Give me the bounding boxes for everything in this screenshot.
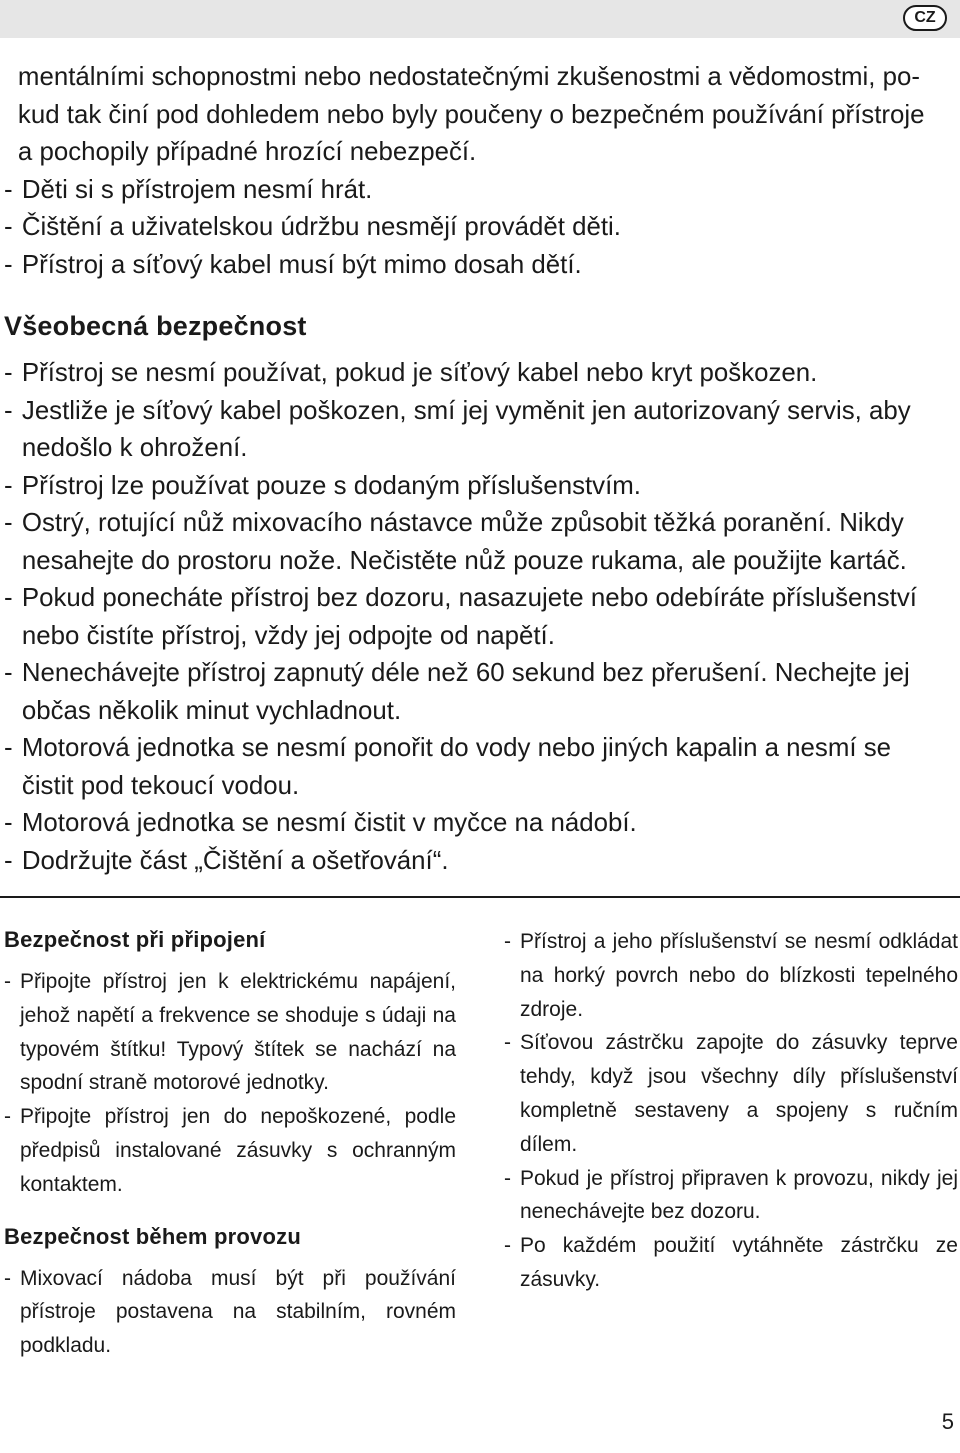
list-item: - Připojte přístroj jen do nepoškozené, podle předpisů instalované zásuvky s ochranným kontaktem. (4, 1105, 456, 1196)
intro-line: kud tak činí pod dohledem nebo byly poučeny o bezpečném používání přístroje (17, 98, 925, 129)
intro-paragraph (4, 58, 960, 171)
list-item: - Motorová jednotka se nesmí čistit v myčce na nádobí. (4, 807, 637, 837)
page-number: 5 (941, 1409, 954, 1434)
list-item: čistit pod tekoucí vodou. (21, 769, 300, 800)
list-item: - Mixovací nádoba musí být při používání přístroje postavena na stabilním, rovném podkladu. (4, 1266, 456, 1358)
general-safety-heading: Všeobecná bezpečnost (4, 311, 307, 341)
left-column (4, 925, 456, 1363)
list-item: - Pokud ponecháte přístroj bez dozoru, nasazujete nebo odebíráte příslušenství (4, 582, 917, 612)
section-divider (0, 896, 960, 898)
list-item: - Po každém použití vytáhněte zástrčku ze zásuvky. (504, 1234, 958, 1291)
list-item: nedošlo k ohrožení. (21, 432, 248, 462)
list-item: - Přístroj a síťový kabel musí být mimo dosah dětí. (4, 248, 582, 279)
list-item: - Čištění a uživatelskou údržbu nesmějí provádět děti. (4, 211, 621, 241)
header-bar (0, 0, 960, 38)
list-item: - Přístroj lze používat pouze s dodaným příslušenstvím. (4, 469, 641, 500)
list-item: - Pokud je přístroj připraven k provozu, nikdy jej nenechávejte bez dozoru. (504, 1166, 958, 1224)
language-badge: CZ (903, 5, 947, 31)
list-item: - Motorová jednotka se nesmí ponořit do vody nebo jiných kapalin a nesmí se (4, 732, 892, 762)
list-item: - Ostrý, rotující nůž mixovacího nástavce může způsobit těžká poranění. Nikdy (4, 507, 904, 537)
list-item: občas několik minut vychladnout. (21, 694, 402, 725)
list-item: nebo čistíte přístroj, vždy jej odpojte od napětí. (21, 619, 555, 650)
top-section (4, 58, 960, 879)
intro-line: mentálními schopnostmi nebo nedostatečnými zkušenostmi a vědomostmi, po- (17, 61, 921, 91)
list-item: - Jestliže je síťový kabel poškozen, smí jej vyměnit jen autorizovaný servis, aby (4, 394, 911, 425)
list-item: - Připojte přístroj jen k elektrickému napájení, jehož napětí a frekvence se shoduje s údaji na typovém štítku! Typový štítek se nachází na spodní straně motorové jednotky. (4, 970, 456, 1095)
list-item: nesahejte do prostoru nože. Nečistěte nůž pouze rukama, ale použijte kartáč. (21, 544, 907, 575)
list-item: - Přístroj se nesmí používat, pokud je síťový kabel nebo kryt poškozen. (4, 357, 818, 387)
list-item: - Dodržujte část „Čištění a ošetřování“. (4, 844, 449, 875)
connection-safety-heading: Bezpečnost při připojení (4, 927, 266, 952)
general-safety-list (4, 354, 960, 879)
list-item: - Nenechávejte přístroj zapnutý déle než 60 sekund bez přerušení. Nechejte jej (4, 657, 910, 687)
right-column (504, 925, 958, 1297)
list-item: - Děti si s přístrojem nesmí hrát. (4, 173, 373, 204)
list-item: - Přístroj a jeho příslušenství se nesmí odkládat na horký povrch nebo do blízkosti tepelného zdroje. (504, 930, 958, 1021)
intro-line: a pochopily případné hrozící nebezpečí. (17, 136, 477, 166)
operation-safety-heading: Bezpečnost během provozu (4, 1223, 301, 1249)
list-item: - Síťovou zástrčku zapojte do zásuvky teprve tehdy, když jsou všechny díly příslušenství kompletně sestaveny a spojeny s ručním dílem. (504, 1031, 958, 1156)
